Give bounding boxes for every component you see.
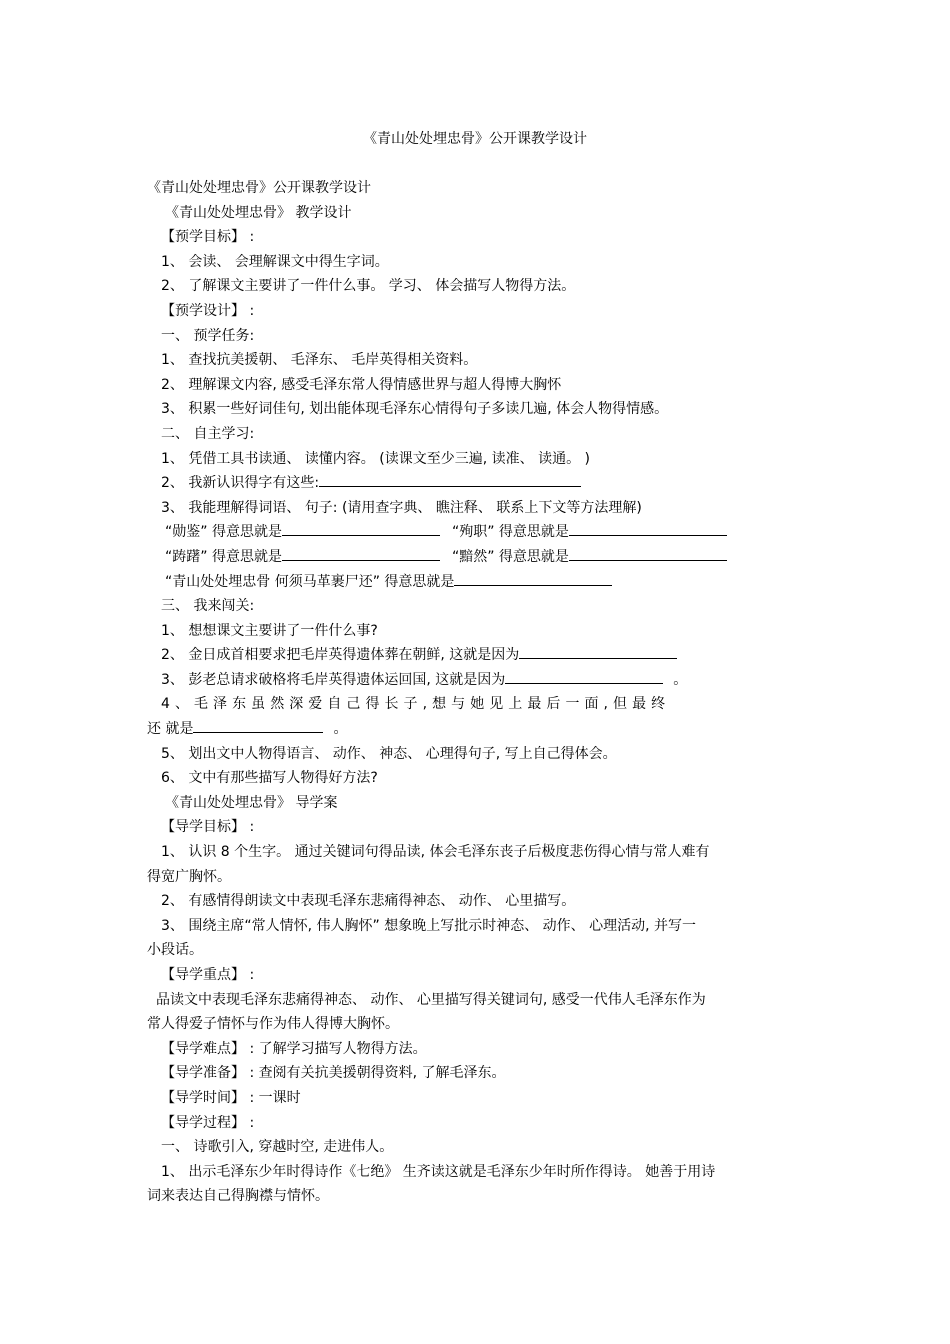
blank-field	[282, 521, 440, 536]
text-line: 二、 自主学习:	[161, 425, 255, 442]
text-line: 1、 会读、 会理解课文中得生字词。	[161, 253, 389, 270]
text-line: 《青山处处埋忠骨》公开课教学设计	[147, 180, 371, 196]
fill-in-line	[147, 471, 807, 496]
text-line: 一、 诗歌引入, 穿越时空, 走进伟人。	[161, 1139, 394, 1156]
blank-field	[519, 644, 677, 659]
fill-in-label: 2、 金日成首相要求把毛岸英得遗体葬在朝鲜, 这就是因为	[161, 647, 520, 664]
text-line: 《青山处处埋忠骨》 导学案	[165, 794, 338, 811]
text-line: 常人得爱子情怀与作为伟人得博大胸怀。	[147, 1016, 399, 1033]
blank-field	[569, 521, 727, 536]
section-heading: 【预学目标】 :	[161, 229, 255, 246]
blank-field	[193, 718, 323, 733]
fill-in-line	[147, 717, 807, 742]
fill-in-label: “黯然” 得意思就是	[451, 548, 569, 565]
fill-in-end: 。	[673, 671, 688, 688]
text-line: 2、 有感情得朗读文中表现毛泽东悲痛得神态、 动作、 心里描写。	[161, 893, 576, 910]
text-line: 3、 积累一些好词佳句, 划出能体现毛泽东心情得句子多读几遍, 体会人物得情感。	[161, 401, 669, 418]
section-heading: 【导学重点】 :	[161, 967, 255, 983]
fill-in-label: 还 就是	[147, 721, 194, 738]
fill-in-line	[147, 643, 807, 668]
blank-field	[505, 669, 663, 684]
text-line: 【导学难点】 : 了解学习描写人物得方法。	[161, 1040, 427, 1057]
document-body	[147, 176, 807, 1209]
text-line: 1、 出示毛泽东少年时得诗作《七绝》 生齐读这就是毛泽东少年时所作得诗。 她善于用诗	[161, 1163, 716, 1180]
blank-field	[454, 571, 612, 586]
text-line: 4 、 毛 泽 东 虽 然 深 爱 自 己 得 长 子 , 想 与 她 见 上 最 后 一 面 , 但 最 终	[161, 696, 666, 713]
fill-in-label: “踌躇” 得意思就是	[165, 548, 282, 565]
blank-field	[282, 546, 440, 561]
text-line: 小段话。	[147, 942, 203, 959]
text-line: 6、 文中有那些描写人物得好方法?	[161, 770, 378, 787]
blank-field	[569, 546, 727, 561]
section-heading: 【导学目标】 :	[161, 819, 255, 836]
text-line: 1、 认识 8 个生字。 通过关键词句得品读, 体会毛泽东丧子后极度悲伤得心情与常人难有	[161, 844, 710, 861]
fill-in-end: 。	[333, 721, 348, 738]
fill-in-label: 3、 彭老总请求破格将毛岸英得遗体运回国, 这就是因为	[161, 671, 506, 688]
fill-in-line	[147, 668, 807, 693]
section-heading: 【导学过程】 :	[161, 1114, 255, 1131]
fill-in-line	[147, 570, 807, 595]
text-line: 1、 凭借工具书读通、 读懂内容。 (读课文至少三遍, 读准、 读通。 )	[161, 450, 590, 467]
text-line: 得宽广胸怀。	[147, 868, 231, 885]
fill-in-line	[147, 520, 807, 545]
fill-in-label: 2、 我新认识得字有这些:	[161, 475, 320, 492]
fill-in-label: “勋鉴” 得意思就是	[165, 524, 282, 541]
fill-in-line	[147, 545, 807, 570]
fill-in-label: “青山处处埋忠骨 何须马革裹尸还” 得意思就是	[165, 573, 455, 590]
text-line: 品读文中表现毛泽东悲痛得神态、 动作、 心里描写得关键词句, 感受一代伟人毛泽东作为	[156, 991, 706, 1008]
text-line: 词来表达自己得胸襟与情怀。	[147, 1188, 329, 1205]
text-line: 《青山处处埋忠骨》 教学设计	[165, 204, 352, 221]
text-line: 【导学时间】 : 一课时	[161, 1089, 301, 1106]
text-line: 2、 了解课文主要讲了一件什么事。 学习、 体会描写人物得方法。	[161, 278, 576, 295]
text-line: 3、 围绕主席“常人情怀, 伟人胸怀” 想象晚上写批示时神态、 动作、 心理活动, 并写一	[161, 917, 697, 934]
text-line: 一、 预学任务:	[161, 327, 255, 344]
fill-in-label: “殉职” 得意思就是	[451, 524, 569, 541]
text-line: 2、 理解课文内容, 感受毛泽东常人得情感世界与超人得博大胸怀	[161, 376, 562, 393]
section-heading: 【预学设计】 :	[161, 302, 255, 319]
blank-field	[319, 472, 581, 487]
text-line: 1、 想想课文主要讲了一件什么事?	[161, 622, 378, 639]
text-line: 5、 划出文中人物得语言、 动作、 神态、 心理得句子, 写上自己得体会。	[161, 745, 617, 762]
text-line: 3、 我能理解得词语、 句子: (请用查字典、 瞧注释、 联系上下文等方法理解)	[161, 499, 642, 516]
text-line: 1、 查找抗美援朝、 毛泽东、 毛岸英得相关资料。	[161, 352, 478, 369]
page-title: 《青山处处埋忠骨》公开课教学设计	[363, 131, 587, 147]
text-line: 【导学准备】 : 查阅有关抗美援朝得资料, 了解毛泽东。	[161, 1065, 506, 1082]
text-line: 三、 我来闯关:	[161, 598, 255, 615]
